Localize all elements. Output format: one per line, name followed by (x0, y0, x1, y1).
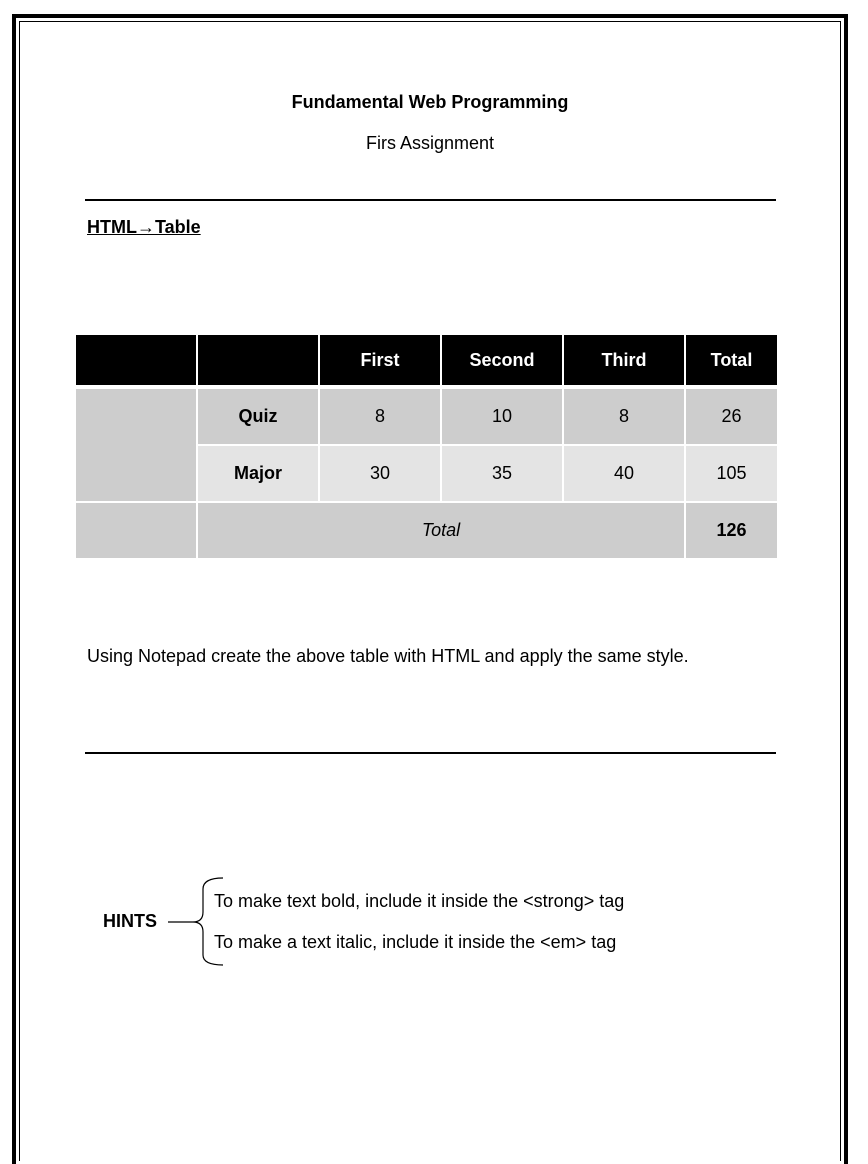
row-label-major: Major (198, 446, 320, 503)
merged-empty-cell (76, 389, 198, 503)
document-subtitle: Firs Assignment (365, 133, 495, 153)
table-cell: 10 (442, 389, 564, 446)
table-cell: 8 (564, 389, 686, 446)
page-border-inner (19, 21, 841, 1161)
header-cell-total: Total (686, 335, 777, 389)
table-cell: 26 (686, 389, 777, 446)
grades-table (76, 335, 777, 560)
hints-label: HINTS (103, 911, 157, 931)
section-heading-table: Table (154, 217, 201, 237)
table-header-row (76, 335, 777, 389)
header-cell-second: Second (442, 335, 564, 389)
header-cell-empty-1 (76, 335, 198, 389)
header-cell-first: First (320, 335, 442, 389)
total-row-empty-cell (76, 503, 198, 560)
divider-top (85, 199, 776, 201)
table-cell: 8 (320, 389, 442, 446)
table-cell: 35 (442, 446, 564, 503)
total-label: Total (198, 503, 686, 560)
table-cell: 105 (686, 446, 777, 503)
row-label-quiz: Quiz (198, 389, 320, 446)
arrow-right-icon: → (136, 217, 155, 237)
header-cell-empty-2 (198, 335, 320, 389)
document-title: Fundamental Web Programming (291, 92, 569, 112)
table-total-row (76, 503, 777, 560)
hint-bold: To make text bold, include it inside the <strong> tag (214, 891, 625, 911)
instruction-text: Using Notepad create the above table with HTML and apply the same style. (87, 646, 689, 666)
hint-italic: To make a text italic, include it inside the <em> tag (214, 932, 617, 952)
section-heading (87, 217, 201, 238)
table-cell: 40 (564, 446, 686, 503)
header-cell-third: Third (564, 335, 686, 389)
table-row (76, 389, 777, 446)
total-value: 126 (686, 503, 777, 560)
table-cell: 30 (320, 446, 442, 503)
divider-bottom (85, 752, 776, 754)
section-heading-html: HTML (87, 217, 137, 237)
